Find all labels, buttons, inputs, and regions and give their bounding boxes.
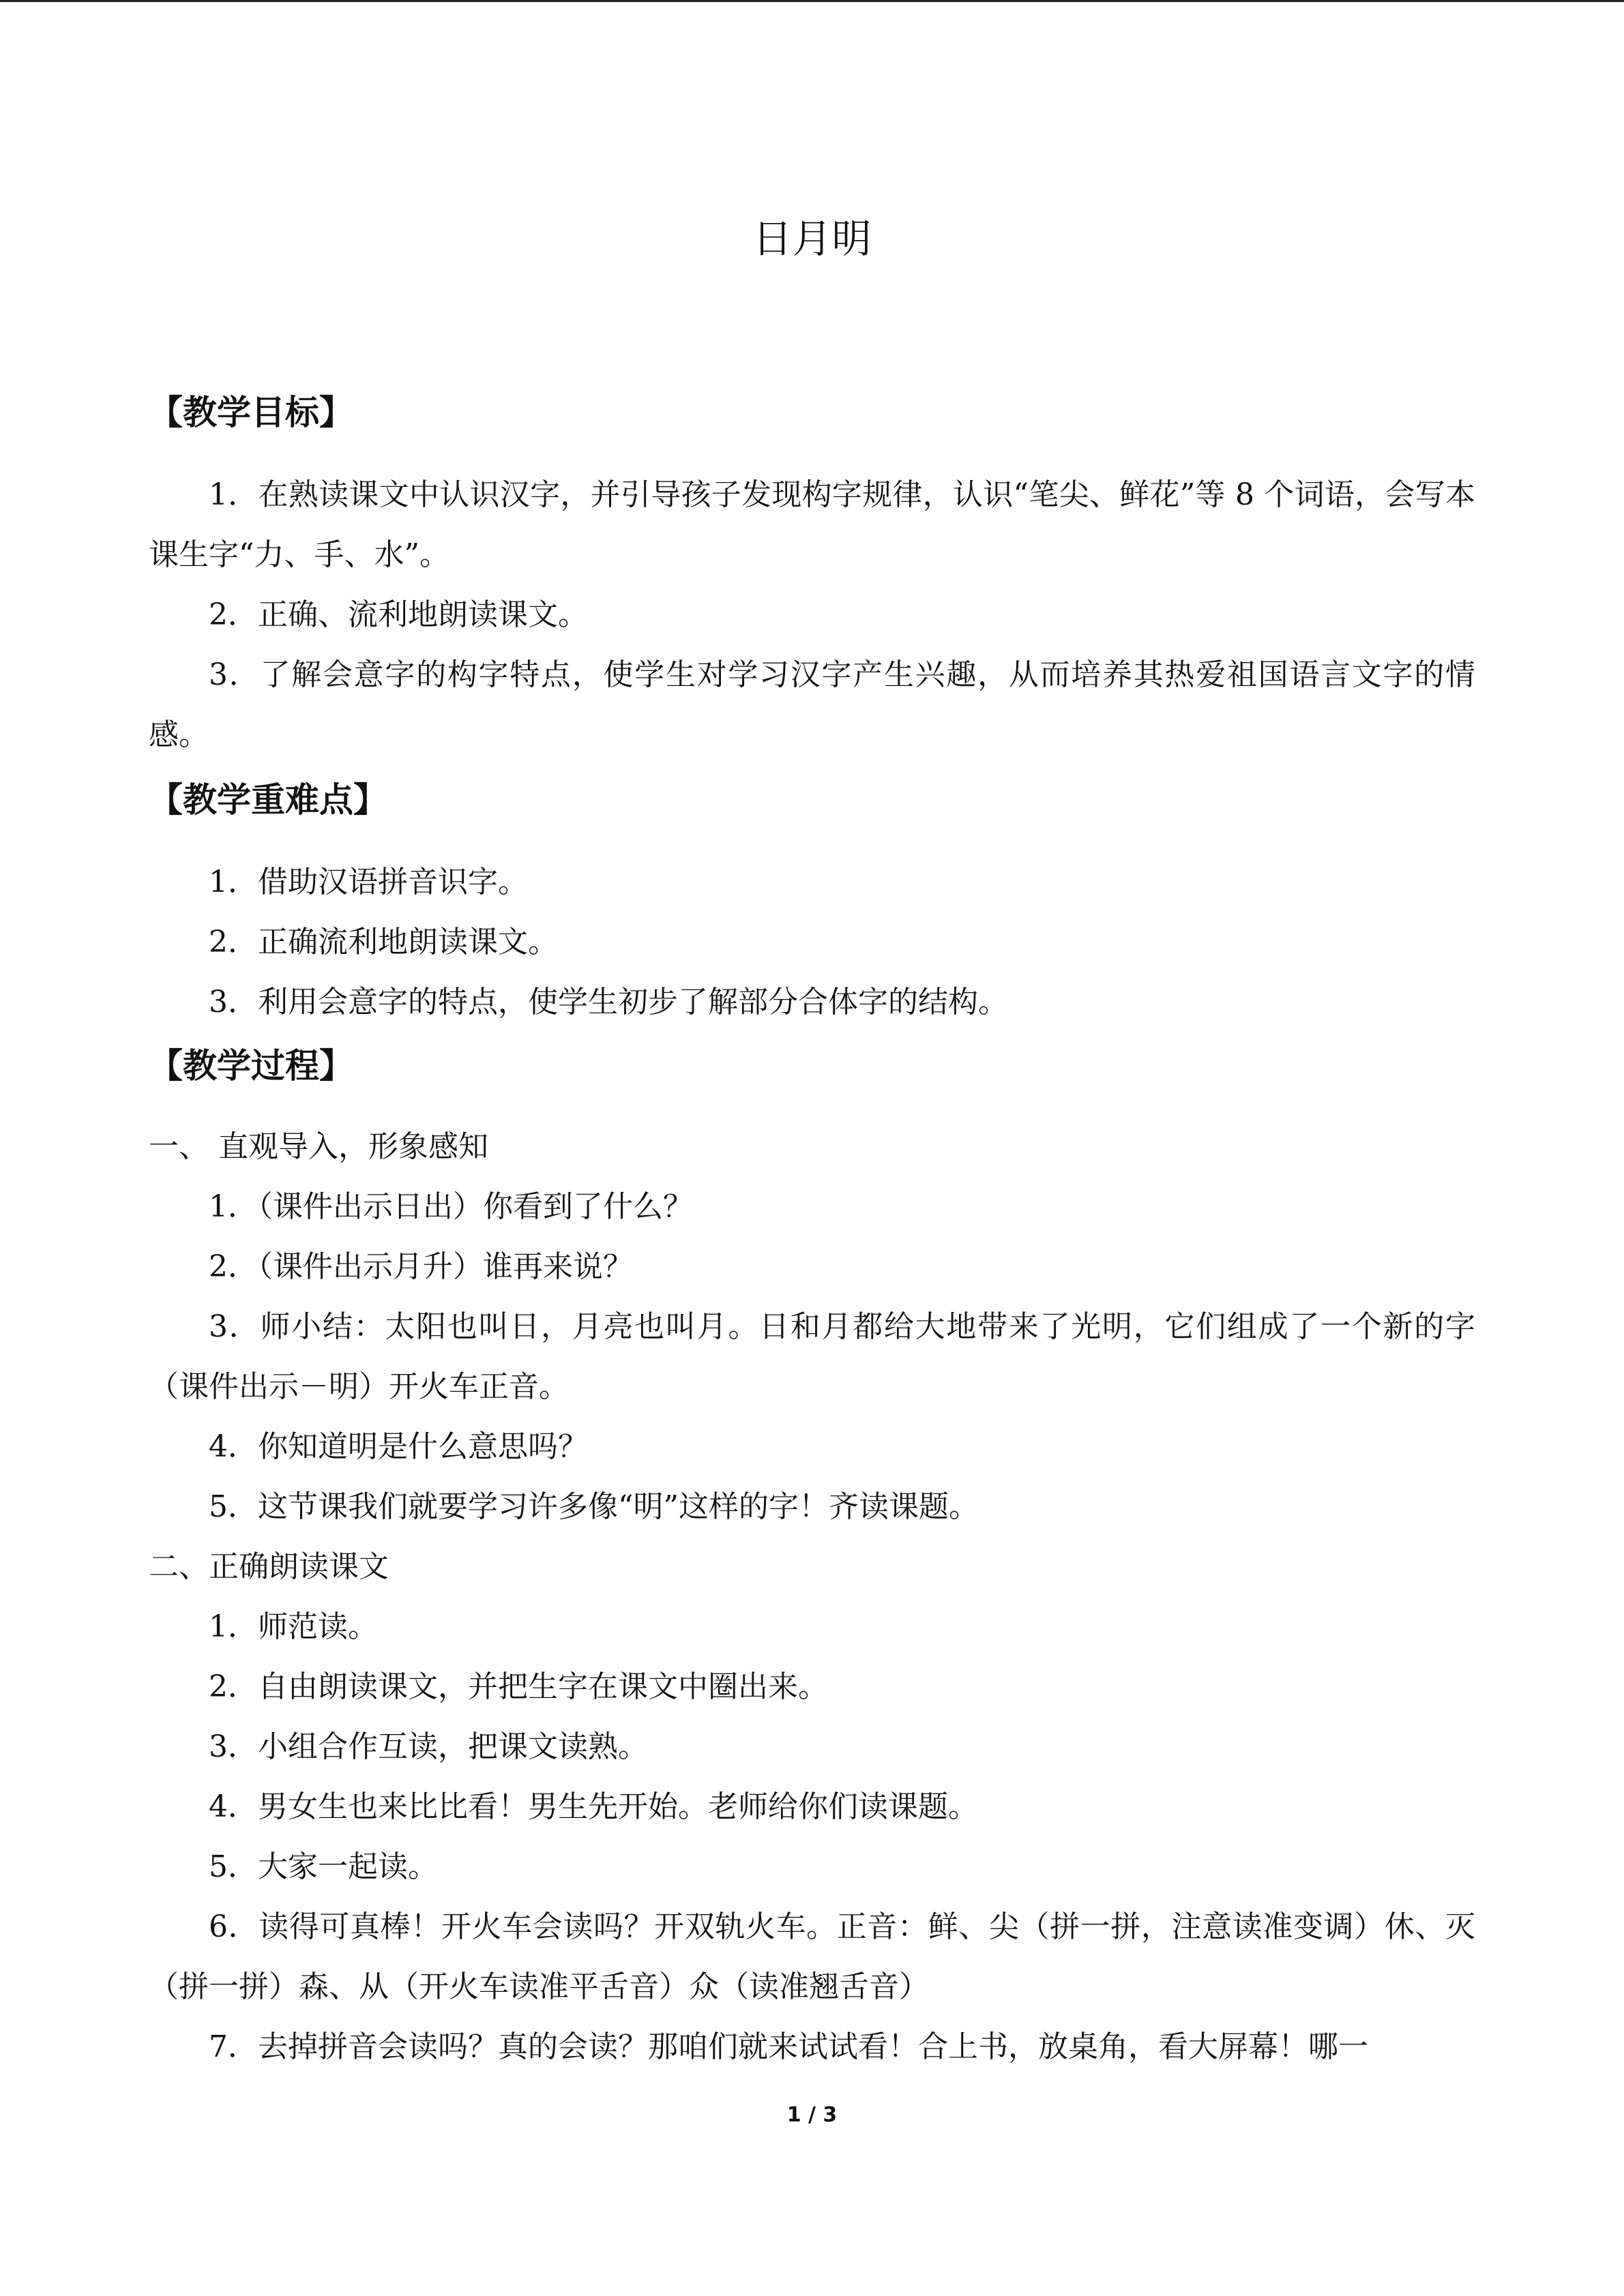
goal-item-3: 3．了解会意字的构字特点，使学生对学习汉字产生兴趣，从而培养其热爱祖国语言文字的情感。 (149, 657, 1475, 752)
heading-teaching-goals: 【教学目标】 (149, 393, 353, 432)
part2-item-5: 5．大家一起读。 (209, 1849, 438, 1884)
key-point-item-3: 3．利用会意字的特点，使学生初步了解部分合体字的结构。 (209, 985, 1008, 1019)
part2-item-4: 4．男女生也来比比看！男生先开始。老师给你们读课题。 (209, 1789, 978, 1824)
part1-item-5: 5．这节课我们就要学习许多像“明”这样的字！齐读课题。 (209, 1489, 979, 1524)
top-border (0, 0, 1624, 2)
part1-item-3: 3．师小结：太阳也叫日，月亮也叫月。日和月都给大地带来了光明，它们组成了一个新的字（课件出示－明）开火车正音。 (149, 1309, 1475, 1404)
part1-item-1: 1．（课件出示日出）你看到了什么？ (209, 1189, 693, 1224)
process-part1-title: 一、 直观导入，形象感知 (149, 1129, 488, 1164)
part1-item-4: 4．你知道明是什么意思吗？ (209, 1429, 588, 1464)
part1-item-2: 2．（课件出示月升）谁再来说？ (209, 1249, 633, 1284)
process-part2-title: 二、正确朗读课文 (149, 1549, 389, 1584)
part2-item-6: 6．读得可真棒！开火车会读吗？开双轨火车。正音：鲜、尖（拼一拼，注意读准变调）休、灭（拼一拼）森、从（开火车读准平舌音）众（读准翘舌音） (149, 1909, 1475, 2004)
part2-item-3: 3．小组合作互读，把课文读熟。 (209, 1729, 648, 1764)
part2-item-7: 7．去掉拼音会读吗？真的会读？那咱们就来试试看！合上书，放桌角，看大屏幕！哪一 (209, 2029, 1368, 2064)
part2-item-1: 1．师范读。 (209, 1609, 378, 1644)
page-title: 日月明 (752, 215, 872, 262)
key-point-item-1: 1．借助汉语拼音识字。 (209, 865, 528, 899)
page-number: 1 / 3 (786, 2103, 838, 2127)
heading-teaching-process: 【教学过程】 (149, 1046, 353, 1086)
goal-item-2: 2．正确、流利地朗读课文。 (209, 597, 588, 632)
goal-item-1: 1．在熟读课文中认识汉字，并引导孩子发现构字规律，认识“笔尖、鲜花”等 8 个词语，会写本课生字“力、手、水”。 (149, 477, 1475, 572)
key-point-item-2: 2．正确流利地朗读课文。 (209, 925, 558, 959)
heading-key-points: 【教学重难点】 (149, 780, 387, 820)
part2-item-2: 2．自由朗读课文，并把生字在课文中圈出来。 (209, 1669, 828, 1704)
